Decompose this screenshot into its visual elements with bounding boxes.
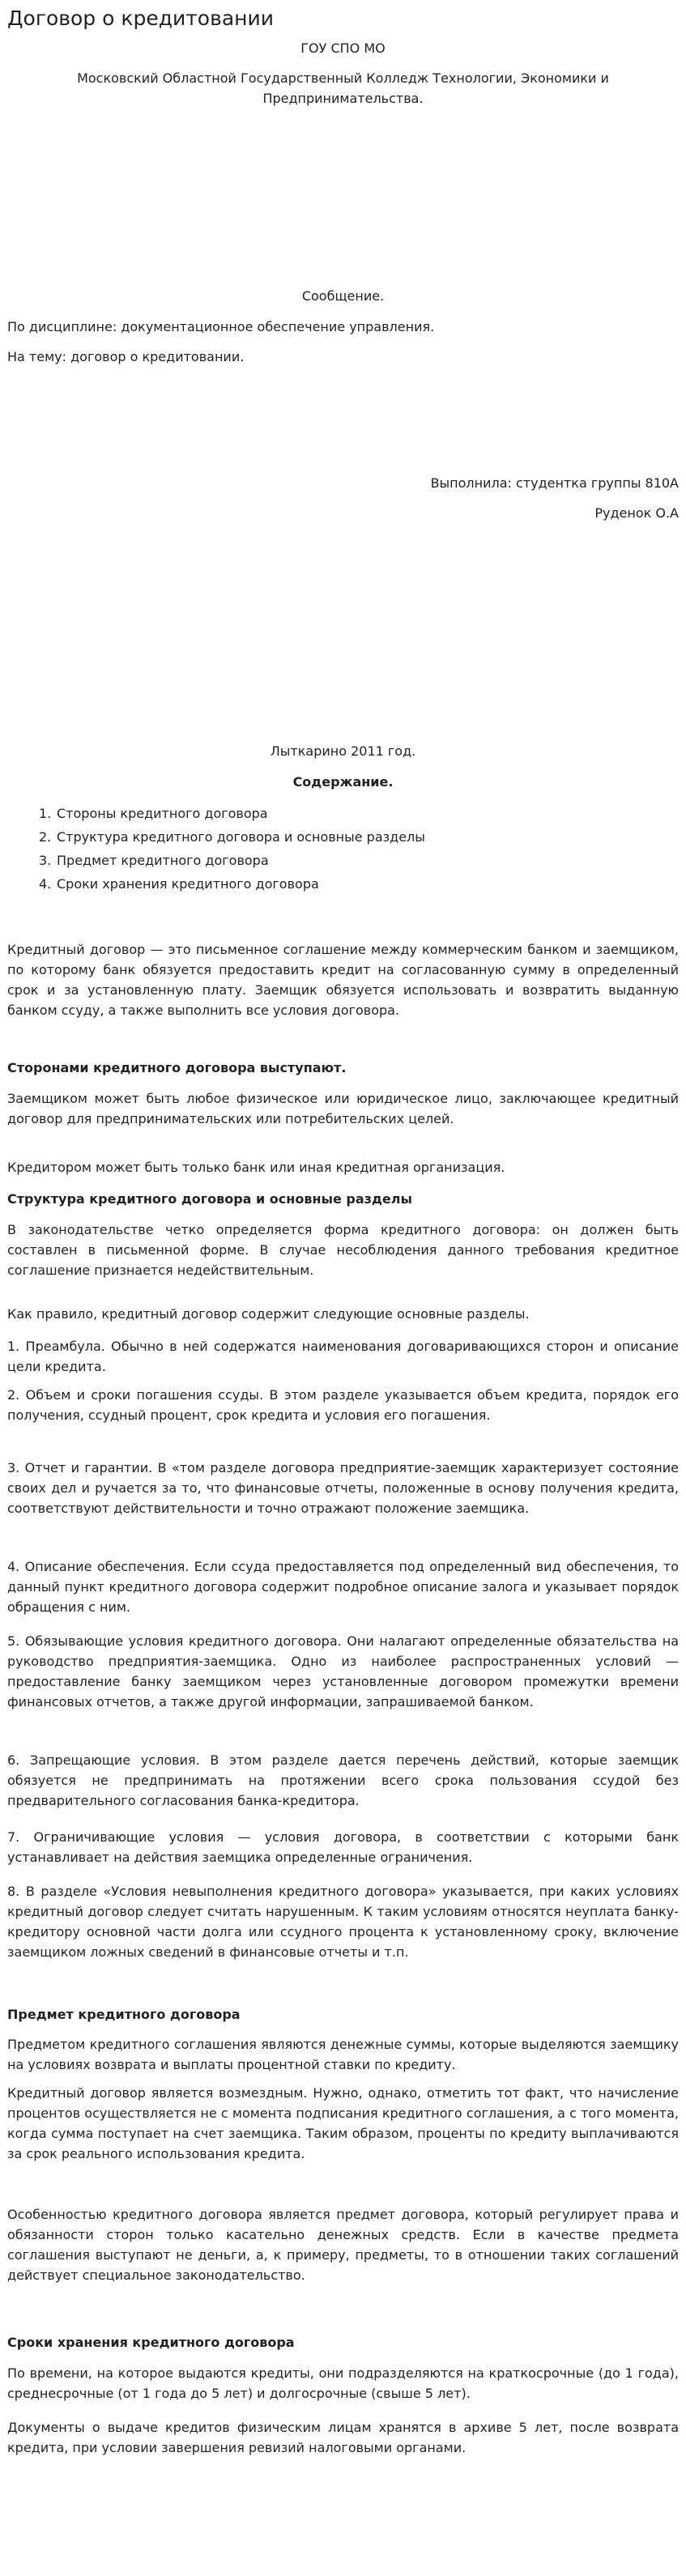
institution-short: ГОУ СПО МО xyxy=(300,40,386,56)
section-item: 7. Ограничивающие условия — условия договора, в соответствии с которыми банк устанавливает на действия заемщика определенные ограничения. xyxy=(7,1829,679,1865)
paragraph: Особенностью кредитного договора является предмет договора, который регулирует права и обязанности сторон только касательно денежных средств. Если в качестве предмета соглашения выступают не деньги, а, к примеру, предметы, то в отношении таких соглашений действует специальное законодательство. xyxy=(7,2207,679,2283)
toc-item xyxy=(39,849,425,872)
toc-item-number: 2. xyxy=(39,829,52,845)
section-heading-structure: Структура кредитного договора и основные разделы xyxy=(7,1191,412,1207)
intro-paragraph: Кредитный договор — это письменное соглашение между коммерческим банком и заемщиком, по которому банк обязуется предоставить кредит на согласованную сумму в определенный срок и за установленную плату. Заемщик обязуется использовать и возвратить выданную банком ссуду, а также выполнить все условия договора. xyxy=(7,942,679,1018)
paragraph: Кредитором может быть только банк или иная кредитная организация. xyxy=(7,1160,505,1175)
section-heading-parties: Сторонами кредитного договора выступают. xyxy=(7,1060,347,1075)
toc-item-number: 4. xyxy=(39,876,52,892)
report-type: Сообщение. xyxy=(301,288,385,304)
author-line: Выполнила: студентка группы 810А xyxy=(430,475,679,491)
section-item: 3. Отчет и гарантии. В «том разделе договора предприятие-заемщик характеризует состояние своих дел и ручается за то, что финансовые отчеты, положенные в основу получения кредита, соответствуют действительности и точно отражают положение заемщика. xyxy=(7,1460,679,1516)
toc-item xyxy=(39,825,425,849)
toc-list xyxy=(39,802,425,896)
toc-item xyxy=(39,802,425,825)
paragraph: Кредитный договор является возмездным. Нужно, однако, отметить тот факт, что начисление процентов осуществляется не с момента подписания кредитного соглашения, а с того момента, когда сумма поступает на счет заемщика. Таким образом, проценты по кредиту выплачиваются за срок реального использования кредита. xyxy=(7,2085,679,2161)
paragraph: Как правило, кредитный договор содержит следующие основные разделы. xyxy=(7,1306,530,1322)
section-item: 2. Объем и сроки погашения ссуды. В этом разделе указывается объем кредита, порядок его получения, ссудный процент, срок кредита и условия его погашения. xyxy=(7,1387,679,1423)
toc-item-label: Предмет кредитного договора xyxy=(57,853,269,868)
section-item: 5. Обязывающие условия кредитного договора. Они налагают определенные обязательства на руководство предприятия-заемщика. Одно из наиболее распространенных условий — предоставление банку заемщиком через установленные договором промежутки времени финансовых отчетов, а также другой информации, запрашиваемой банком. xyxy=(7,1633,679,1710)
paragraph: Предметом кредитного соглашения являются денежные суммы, которые выделяются заемщику на условиях возврата и выплаты процентной ставки по кредиту. xyxy=(7,2037,679,2072)
toc-item-label: Стороны кредитного договора xyxy=(57,806,268,821)
toc-item-label: Сроки хранения кредитного договора xyxy=(57,876,319,892)
paragraph: Документы о выдаче кредитов физическим лицам хранятся в архиве 5 лет, после возврата кредита, при условии завершения ревизий налоговыми органами. xyxy=(7,2420,679,2455)
section-item: 6. Запрещающие условия. В этом разделе дается перечень действий, которые заемщик обязуется не предпринимать на протяжении всего срока пользования ссудой без предварительного согласования банка-кредитора. xyxy=(7,1752,679,1808)
section-item: 1. Преамбула. Обычно в ней содержатся наименования договаривающихся сторон и описание цели кредита. xyxy=(7,1339,679,1374)
discipline-line: По дисциплине: документационное обеспечение управления. xyxy=(7,319,435,334)
section-item: 4. Описание обеспечения. Если ссуда предоставляется под определенный вид обеспечения, то данный пункт кредитного договора содержит подробное описание залога и указывает порядок обращения с ним. xyxy=(7,1559,679,1615)
toc-heading: Содержание. xyxy=(292,774,394,790)
paragraph: В законодательстве четко определяется форма кредитного договора: он должен быть составлен в письменной форме. В случае несоблюдения данного требования кредитное соглашение признается недействительным. xyxy=(7,1222,679,1278)
author-name: Руденок О.А xyxy=(594,505,679,521)
institution-full: Московский Областной Государственный Колледж Технологии, Экономики и Предпринимательства. xyxy=(77,70,609,106)
toc-item-number: 1. xyxy=(39,806,52,821)
topic-line: На тему: договор о кредитовании. xyxy=(7,349,245,364)
section-heading-subject: Предмет кредитного договора xyxy=(7,2007,241,2022)
city-year: Лыткарино 2011 год. xyxy=(270,743,416,759)
toc-item-label: Структура кредитного договора и основные разделы xyxy=(57,829,425,845)
toc-item-number: 3. xyxy=(39,853,52,868)
section-item: 8. В разделе «Условия невыполнения кредитного договора» указывается, при каких условиях кредитный договор следует считать нарушенным. К таким условиям относятся неуплата банку-кредитору основной части долга или ссудного процента к установленному сроку, включение заемщиком ложных сведений в финансовые отчеты и т.п. xyxy=(7,1884,679,1960)
toc-item xyxy=(39,872,425,896)
document-title: Договор о кредитовании xyxy=(7,6,274,30)
paragraph: Заемщиком может быть любое физическое или юридическое лицо, заключающее кредитный договор для предпринимательских или потребительских целей. xyxy=(7,1091,679,1126)
section-heading-storage: Сроки хранения кредитного договора xyxy=(7,2335,295,2350)
paragraph: По времени, на которое выдаются кредиты, они подразделяются на краткосрочные (до 1 года), среднесрочные (от 1 года до 5 лет) и долгосрочные (свыше 5 лет). xyxy=(7,2365,679,2401)
